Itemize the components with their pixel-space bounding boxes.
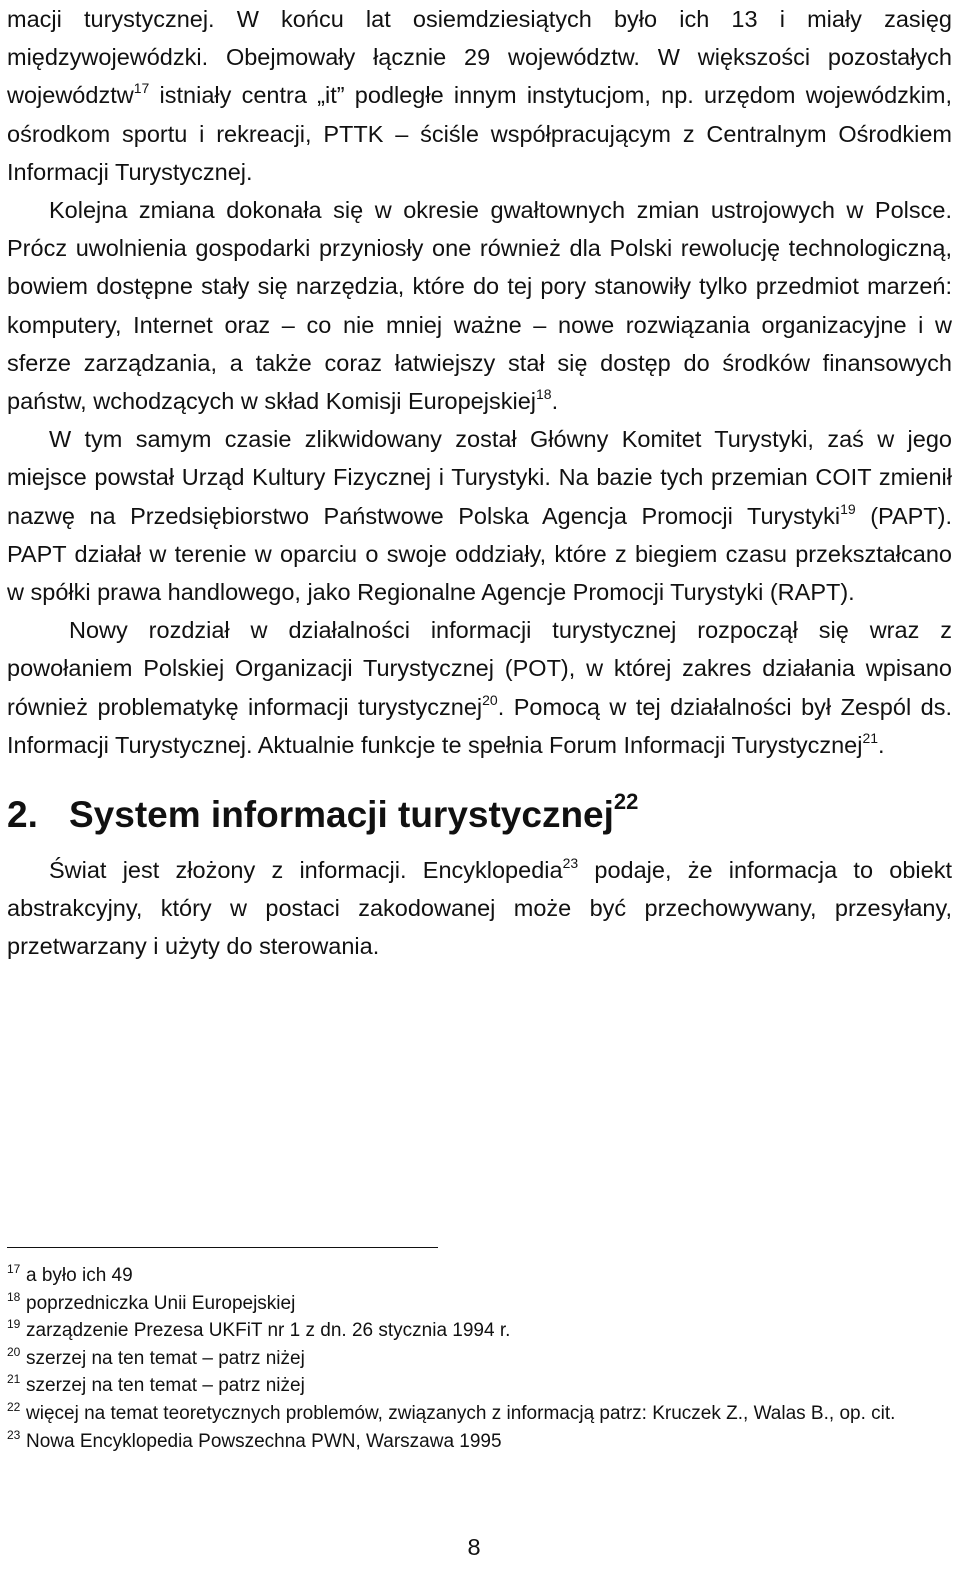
footnote-20	[7, 1345, 952, 1373]
footnote-number: 17	[7, 1262, 21, 1276]
paragraph-1-text-a: macji turystycznej. W końcu lat osiemdziesiątych było ich 13 i miały zasięg międzywojewódzki. Obejmowały łącznie 29 województw. W większości pozostałych województw	[7, 6, 952, 109]
paragraph-5-text-a: Świat jest złożony z informacji. Encyklopedia	[49, 857, 563, 884]
footnote-text: poprzedniczka Unii Europejskiej	[26, 1292, 296, 1314]
footnote-ref-18[interactable]: 18	[535, 386, 552, 403]
footnote-ref-21[interactable]: 21	[862, 729, 879, 746]
paragraph-3-text-a: W tym samym czasie zlikwidowany został Główny Komitet Turystyki, zaś w jego miejsce powstał Urząd Kultury Fizycznej i Turystyki. Na bazie tych przemian COIT zmienił nazwę na Przedsiębiorstwo Państwowe Polska Agencja Promocji Turystyki	[7, 426, 952, 529]
paragraph-1	[7, 0, 952, 191]
document-body	[7, 0, 952, 966]
footnote-ref-17[interactable]: 17	[133, 80, 150, 97]
footnote-number: 18	[7, 1289, 21, 1304]
footnote-19	[7, 1317, 952, 1345]
footnote-18	[7, 1290, 952, 1318]
footnote-text: zarządzenie Prezesa UKFiT nr 1 z dn. 26 stycznia 1994 r.	[26, 1320, 511, 1342]
footnotes	[7, 1262, 952, 1455]
footnote-number: 23	[7, 1427, 21, 1442]
footnote-text: a było ich 49	[26, 1265, 133, 1286]
section-title: System informacji turystycznej	[69, 794, 614, 836]
paragraph-3	[7, 420, 952, 611]
paragraph-5	[7, 851, 952, 966]
paragraph-3-text-b: (PAPT). PAPT działał w terenie w oparciu o swoje oddziały, które z biegiem czasu przekształcano w spółki prawa handlowego, jako Regionalne Agencje Promocji Turystyki (RAPT).	[7, 502, 953, 606]
footnote-17	[7, 1262, 952, 1290]
footnote-text: szerzej na ten temat – patrz niżej	[26, 1375, 305, 1397]
footnote-number: 21	[7, 1372, 21, 1387]
footnote-number: 22	[7, 1399, 21, 1414]
footnote-23	[7, 1428, 952, 1456]
paragraph-4-text-b: . Pomocą w tej działalności był Zespól ds. Informacji Turystycznej. Aktualnie funkcje te spełnia Forum Informacji Turystycznej	[7, 693, 952, 758]
footnote-ref-23[interactable]: 23	[562, 855, 579, 872]
footnote-separator	[7, 1247, 438, 1248]
section-heading	[7, 791, 952, 839]
paragraph-4-text-c: .	[878, 731, 885, 758]
footnote-text: więcej na temat teoretycznych problemów, związanych z informacją patrz: Kruczek Z., Walas B., op. cit.	[26, 1402, 896, 1424]
paragraph-4	[7, 611, 952, 764]
paragraph-4-text-a: Nowy rozdział w działalności informacji turystycznej rozpoczął się wraz z powołaniem Polskiej Organizacji Turystycznej (POT), w której zakres działania wpisano również problematykę informacji turystycznej	[7, 617, 952, 720]
page-number: 8	[467, 1534, 481, 1560]
footnote-ref-22[interactable]: 22	[613, 789, 639, 815]
footnote-ref-20[interactable]: 20	[482, 691, 498, 708]
section-title-wrap	[69, 791, 638, 839]
paragraph-2-text-b: .	[551, 388, 559, 415]
footnote-text: szerzej na ten temat – patrz niżej	[26, 1347, 305, 1369]
paragraph-2	[7, 191, 952, 420]
paragraph-1-text-b: istniały centra „it” podległe innym instytucjom, np. urzędom wojewódzkim, ośrodkom sportu i rekreacji, PTTK – ściśle współpracującym z Centralnym Ośrodkiem Informacji Turystycznej.	[7, 82, 952, 185]
paragraph-2-text-a: Kolejna zmiana dokonała się w okresie gwałtownych zmian ustrojowych w Polsce. Prócz uwolnienia gospodarki przyniosły one również dla Polski rewolucję technologiczną, bowiem dostępne stały się narzędzia, które do tej pory stanowiły tylko przedmiot marzeń: komputery, Internet oraz – co nie mniej ważne – nowe rozwiązania organizacyjne i w sferze zarządzania, a także coraz łatwiejszy stał się dostęp do środków finansowych państw, wchodzących w skład Komisji Europejskiej	[7, 197, 952, 415]
footnote-ref-19[interactable]: 19	[840, 500, 856, 517]
footnote-number: 19	[7, 1317, 21, 1332]
footnote-number: 20	[7, 1344, 21, 1359]
footnote-text: Nowa Encyklopedia Powszechna PWN, Warszawa 1995	[26, 1430, 502, 1452]
paragraph-5-text-b: podaje, że informacja to obiekt abstrakcyjny, który w postaci zakodowanej może być przechowywany, przesyłany, przetwarzany i użyty do sterowania.	[7, 857, 952, 960]
section-number: 2.	[7, 794, 38, 836]
footnote-22	[7, 1400, 952, 1428]
footnote-21	[7, 1372, 952, 1400]
